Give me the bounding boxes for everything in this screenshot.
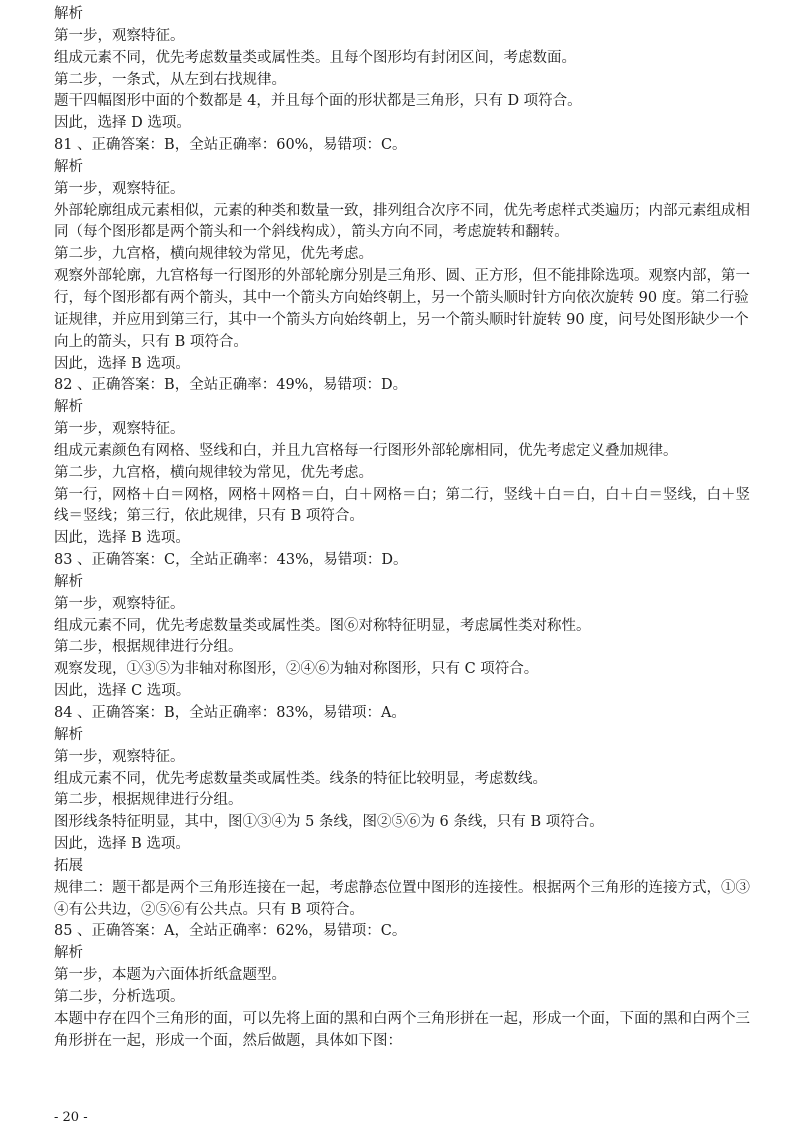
text-line: 规律二：题干都是两个三角形连接在一起，考虑静态位置中图形的连接性。根据两个三角形的连接方式，①③	[54, 879, 750, 896]
text-line: 81 、正确答案：B，全站正确率：60%，易错项：C。	[54, 137, 407, 154]
text-line: 组成元素颜色有网格、竖线和白，并且九宫格每一行图形外部轮廓相同，优先考虑定义叠加规律。	[54, 442, 678, 459]
text-line: 83 、正确答案：C，全站正确率：43%，易错项：D。	[54, 552, 408, 569]
text-line: 因此，选择 D 选项。	[54, 115, 191, 132]
text-line: 同（每个图形都是两个箭头和一个斜线构成），箭头方向不同，考虑旋转和翻转。	[54, 224, 569, 241]
page-number: - 20 -	[54, 1110, 88, 1125]
text-line: 84 、正确答案：B，全站正确率：83%，易错项：A。	[54, 705, 406, 721]
text-line: 行，每个图形都有两个箭头，其中一个箭头方向始终朝上，另一个箭头顺时针方向依次旋转 90 度。第二行验	[54, 289, 749, 306]
text-line: 第二步，九宫格，横向规律较为常见，优先考虑。	[54, 246, 373, 263]
text-line: 第二步，一条式，从左到右找规律。	[54, 71, 286, 88]
text-line: 拓展	[54, 857, 83, 874]
text-line: 85 、正确答案：A，全站正确率：62%，易错项：C。	[54, 923, 407, 940]
text-line: 第一步，本题为六面体折纸盒题型。	[54, 967, 286, 984]
text-line: 观察发现，①③⑤为非轴对称图形，②④⑥为轴对称图形，只有 C 项符合。	[54, 661, 539, 678]
text-line: 观察外部轮廓，九宫格每一行图形的外部轮廓分别是三角形、圆、正方形，但不能排除选项。观察内部，第一	[54, 268, 750, 285]
text-line: 证规律，并应用到第三行，其中一个箭头方向始终朝上，另一个箭头顺时针旋转 90 度，问号处图形缺少一个	[54, 311, 749, 328]
text-line: 解析	[54, 945, 83, 962]
text-line: 第一步，观察特征。	[54, 595, 185, 612]
text-line: 第二步，分析选项。	[54, 988, 185, 1005]
text-line: 第一步，观察特征。	[54, 748, 185, 765]
text-line: 线＝竖线；第三行，依此规律，只有 B 项符合。	[54, 508, 364, 525]
text-line: 第二步，根据规律进行分组。	[54, 639, 243, 656]
text-line: ④有公共边，②⑤⑥有公共点。只有 B 项符合。	[54, 901, 364, 918]
text-line: 因此，选择 B 选项。	[54, 530, 190, 547]
text-line: 因此，选择 C 选项。	[54, 683, 191, 700]
text-line: 解析	[54, 6, 83, 22]
text-line: 第一步，观察特征。	[54, 27, 185, 44]
text-line: 第一步，观察特征。	[54, 180, 185, 197]
text-line: 因此，选择 B 选项。	[54, 836, 190, 853]
text-line: 82 、正确答案：B，全站正确率：49%，易错项：D。	[54, 377, 408, 394]
text-line: 外部轮廓组成元素相似，元素的种类和数量一致，排列组合次序不同，优先考虑样式类遍历；内部元素组成相	[54, 202, 750, 219]
text-line: 因此，选择 B 选项。	[54, 355, 190, 372]
text-line: 组成元素不同，优先考虑数量类或属性类。且每个图形均有封闭区间，考虑数面。	[54, 49, 576, 66]
text-line: 第二步，九宫格，横向规律较为常见，优先考虑。	[54, 464, 373, 481]
text-line: 第一行，网格＋白＝网格，网格＋网格＝白，白＋网格＝白；第二行，竖线＋白＝白，白＋白＝竖线，白＋竖	[54, 486, 750, 503]
text-line: 组成元素不同，优先考虑数量类或属性类。图⑥对称特征明显，考虑属性类对称性。	[54, 617, 591, 634]
text-line: 组成元素不同，优先考虑数量类或属性类。线条的特征比较明显，考虑数线。	[54, 770, 547, 787]
text-line: 解析	[54, 158, 83, 175]
text-line: 第二步，根据规律进行分组。	[54, 792, 243, 809]
text-line: 本题中存在四个三角形的面，可以先将上面的黑和白两个三角形拼在一起，形成一个面，下面的黑和白两个三	[54, 1010, 750, 1027]
text-line: 向上的箭头，只有 B 项符合。	[54, 333, 248, 350]
text-line: 角形拼在一起，形成一个面，然后做题，具体如下图：	[54, 1032, 402, 1049]
document-body	[54, 4, 774, 1053]
text-line: 解析	[54, 399, 83, 416]
text-line: 图形线条特征明显，其中，图①③④为 5 条线，图②⑤⑥为 6 条线，只有 B 项符合。	[54, 814, 604, 831]
text-line: 第一步，观察特征。	[54, 421, 185, 438]
text-line: 解析	[54, 726, 83, 743]
text-line: 解析	[54, 573, 83, 590]
text-line: 题干四幅图形中面的个数都是 4，并且每个面的形状都是三角形，只有 D 项符合。	[54, 93, 582, 110]
